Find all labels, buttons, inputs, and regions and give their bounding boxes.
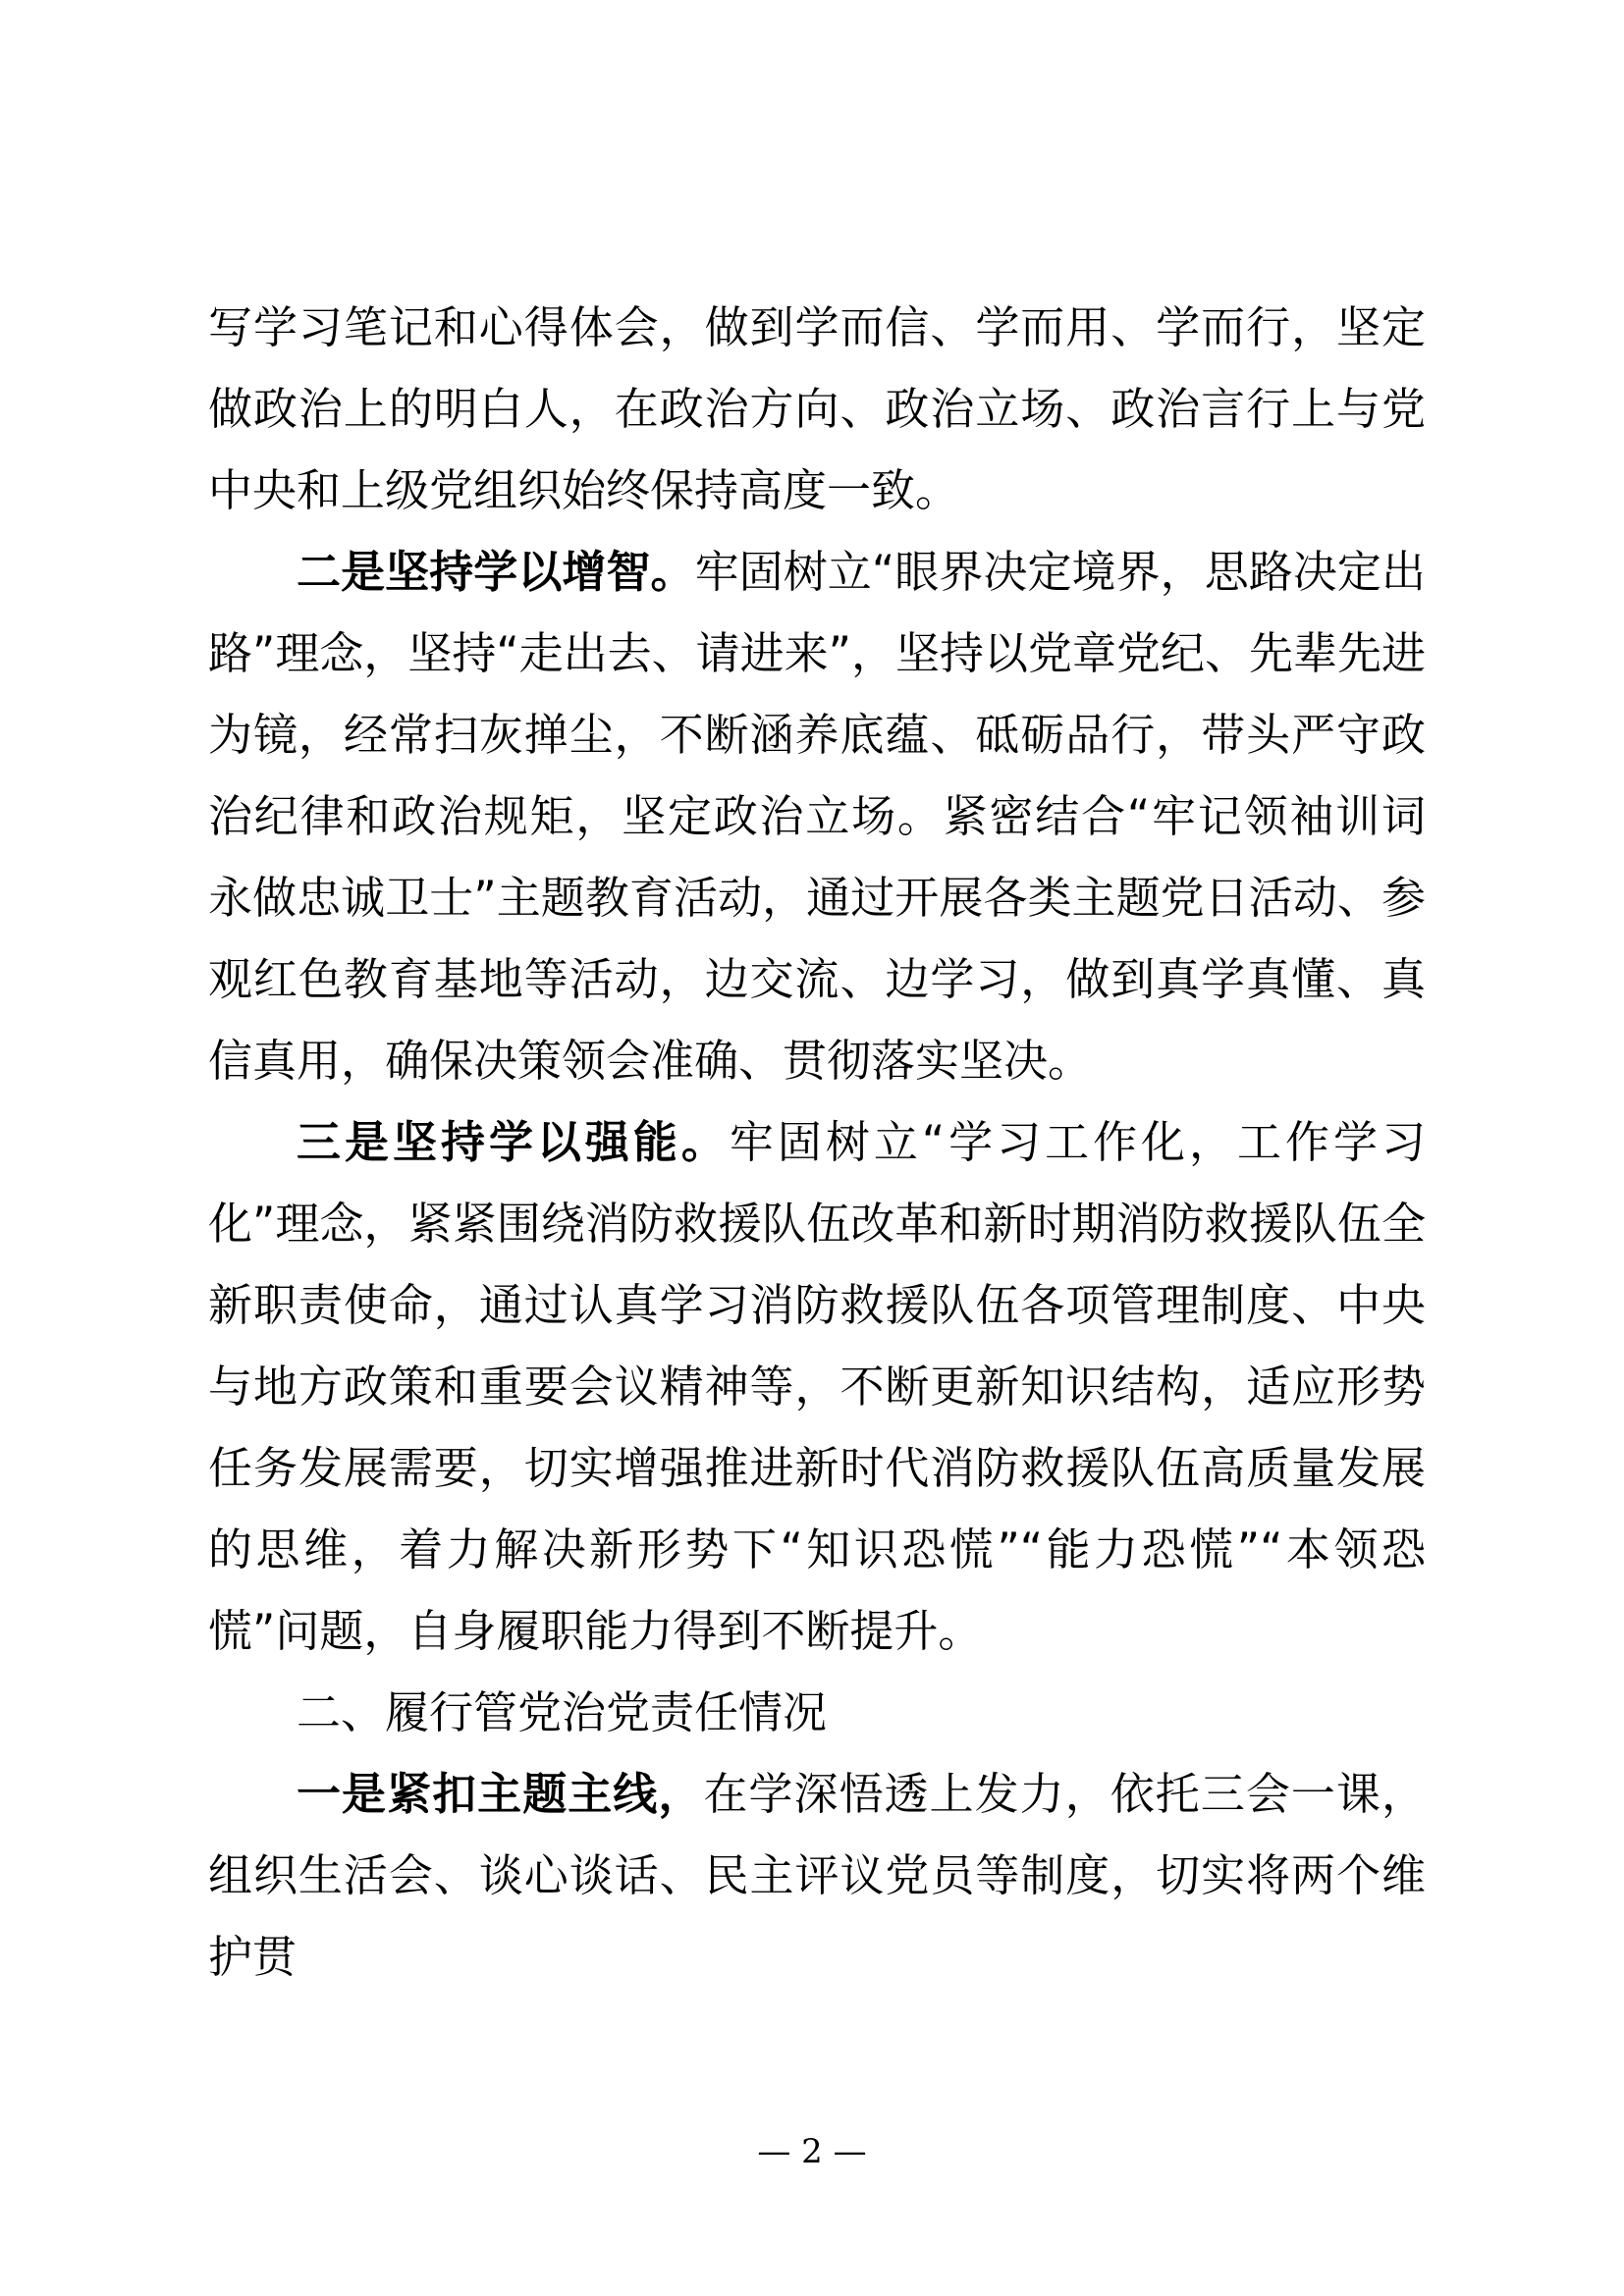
paragraph-point-2	[208, 531, 1426, 1101]
paragraph-lead: 二是坚持学以增智。	[297, 546, 695, 598]
page-number: — 2 —	[757, 2132, 867, 2171]
paragraph-text: 写学习笔记和心得体会，做到学而信、学而用、学而行，坚定做政治上的明白人，在政治方向、政治立场、政治言行上与党中央和上级党组织始终保持高度一致。	[208, 301, 1426, 516]
paragraph-lead: 三是坚持学以强能。	[297, 1116, 730, 1168]
section-heading	[208, 1672, 1426, 1753]
paragraph-point-1	[208, 1753, 1426, 1998]
paragraph-lead: 一是紧扣主题主线，	[297, 1768, 704, 1820]
paragraph-text: 牢固树立“学习工作化，工作学习化”理念，紧紧围绕消防救援队伍改革和新时期消防救援队伍全新职责使命，通过认真学习消防救援队伍各项管理制度、中央与地方政策和重要会议精神等，不断更新知识结构，适应形势任务发展需要，切实增强推进新时代消防救援队伍高质量发展的思维，着力解决新形势下“知识恐慌”“能力恐慌”“本领恐慌”问题，自身履职能力得到不断提升。	[208, 1116, 1426, 1657]
section-heading-text: 二、履行管党治党责任情况	[297, 1686, 828, 1738]
paragraph-continuation	[208, 287, 1426, 531]
paragraph-point-3	[208, 1101, 1426, 1672]
paragraph-text: 在学深悟透上发力，依托三会一课，组织生活会、谈心谈话、民主评议党员等制度，切实将两个维护贯	[208, 1768, 1426, 1983]
paragraph-text: 牢固树立“眼界决定境界，思路决定出路”理念，坚持“走出去、请进来”，坚持以党章党纪、先辈先进为镜，经常扫灰掸尘，不断涵养底蕴、砥砺品行，带头严守政治纪律和政治规矩，坚定政治立场。紧密结合“牢记领袖训词 永做忠诚卫士”主题教育活动，通过开展各类主题党日活动、参观红色教育基地等活动，边交流、边学习，做到真学真懂、真信真用，确保决策领会准确、贯彻落实坚决。	[208, 546, 1426, 1087]
body-text	[208, 287, 1426, 1998]
